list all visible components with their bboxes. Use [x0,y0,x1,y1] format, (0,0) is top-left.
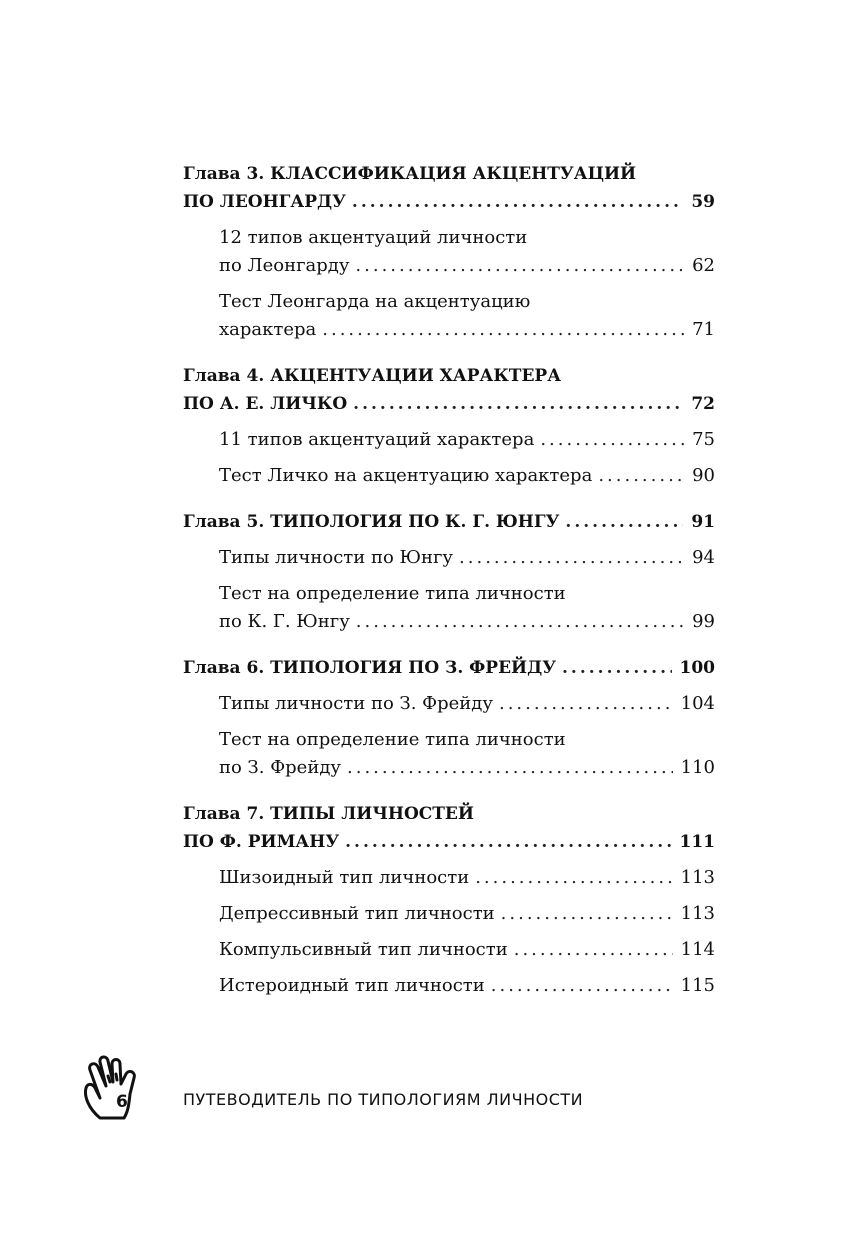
page-number: 59 [691,192,715,212]
toc-subsection[interactable] [183,864,715,892]
page-number: 115 [680,975,715,996]
subsection-title-line: 12 типов акцентуаций личности [219,227,528,248]
toc-entry[interactable] [183,508,715,536]
page-number: 62 [692,255,715,276]
chapter-title-line: Глава 7. ТИПЫ ЛИЧНОСТЕЙ [183,804,474,824]
table-of-contents [183,160,715,1018]
subsection-title-line: Тест Леонгарда на акцентуацию [219,291,531,312]
page-number: 113 [680,903,715,924]
dot-leader [353,390,683,418]
toc-chapter-4 [183,362,715,490]
toc-subsection[interactable] [183,288,715,344]
toc-chapter-7 [183,800,715,1000]
dot-leader [322,316,684,344]
chapter-title-line: Глава 4. АКЦЕНТУАЦИИ ХАРАКТЕРА [183,366,562,386]
toc-subsection[interactable] [183,690,715,718]
page-number: 72 [691,394,715,414]
chapter-title-line: ПО ЛЕОНГАРДУ [183,192,346,212]
page-number: 100 [679,658,715,678]
dot-leader [565,508,683,536]
toc-subsection[interactable] [183,544,715,572]
dot-leader [501,900,673,928]
page-footer [80,1048,680,1128]
page-number: 110 [680,757,715,778]
hand-icon [80,1048,152,1128]
toc-entry[interactable] [183,828,715,856]
toc-chapter-6 [183,654,715,782]
subsection-title-line: Тест на определение типа личности [219,583,566,604]
dot-leader [499,690,673,718]
toc-entry[interactable] [183,188,715,216]
subsection-title-line: по З. Фрейду [219,757,342,778]
dot-leader [356,608,684,636]
toc-subsection[interactable] [183,426,715,454]
subsection-title-line: 11 типов акцентуаций характера [219,429,535,450]
subsection-title-line: Компульсивный тип личности [219,939,508,960]
page-number: 114 [680,939,715,960]
subsection-title-line: Шизоидный тип личности [219,867,470,888]
toc-subsection[interactable] [183,224,715,280]
page-number: 91 [691,512,715,532]
dot-leader [475,864,672,892]
chapter-title-line: ПО А. Е. ЛИЧКО [183,394,348,414]
dot-leader [491,972,673,1000]
toc-chapter-3 [183,160,715,344]
toc-subsection[interactable] [183,900,715,928]
toc-subsection[interactable] [183,972,715,1000]
toc-entry[interactable] [183,654,715,682]
chapter-title-line: Глава 6. ТИПОЛОГИЯ ПО З. ФРЕЙДУ [183,658,556,678]
toc-subsection[interactable] [183,462,715,490]
dot-leader [459,544,684,572]
subsection-title-line: по К. Г. Юнгу [219,611,350,632]
page-number: 113 [680,867,715,888]
subsection-title-line: Тест Личко на акцентуацию характера [219,465,593,486]
subsection-title-line: по Леонгарду [219,255,350,276]
dot-leader [598,462,684,490]
subsection-title-line: Типы личности по З. Фрейду [219,693,493,714]
page-number: 99 [692,611,715,632]
dot-leader [514,936,673,964]
page-number: 75 [692,429,715,450]
dot-leader [540,426,684,454]
page-number: 71 [692,319,715,340]
page-number-footer: 6 [116,1092,128,1112]
subsection-title-line: характера [219,319,317,340]
subsection-title-line: Депрессивный тип личности [219,903,495,924]
dot-leader [345,828,671,856]
page-number: 104 [680,693,715,714]
chapter-title-line: ПО Ф. РИМАНУ [183,832,340,852]
dot-leader [347,754,673,782]
toc-subsection[interactable] [183,726,715,782]
toc-subsection[interactable] [183,936,715,964]
toc-subsection[interactable] [183,580,715,636]
dot-leader [355,252,684,280]
page-number: 94 [692,547,715,568]
chapter-title-line: Глава 5. ТИПОЛОГИЯ ПО К. Г. ЮНГУ [183,512,560,532]
dot-leader [352,188,683,216]
page-number: 90 [692,465,715,486]
page-number: 111 [679,832,715,852]
subsection-title-line: Типы личности по Юнгу [219,547,454,568]
subsection-title-line: Тест на определение типа личности [219,729,566,750]
subsection-title-line: Истероидный тип личности [219,975,485,996]
toc-chapter-5 [183,508,715,636]
toc-entry[interactable] [183,390,715,418]
dot-leader [562,654,672,682]
running-title: ПУТЕВОДИТЕЛЬ ПО ТИПОЛОГИЯМ ЛИЧНОСТИ [183,1090,584,1109]
chapter-title-line: Глава 3. КЛАССИФИКАЦИЯ АКЦЕНТУАЦИЙ [183,164,637,184]
